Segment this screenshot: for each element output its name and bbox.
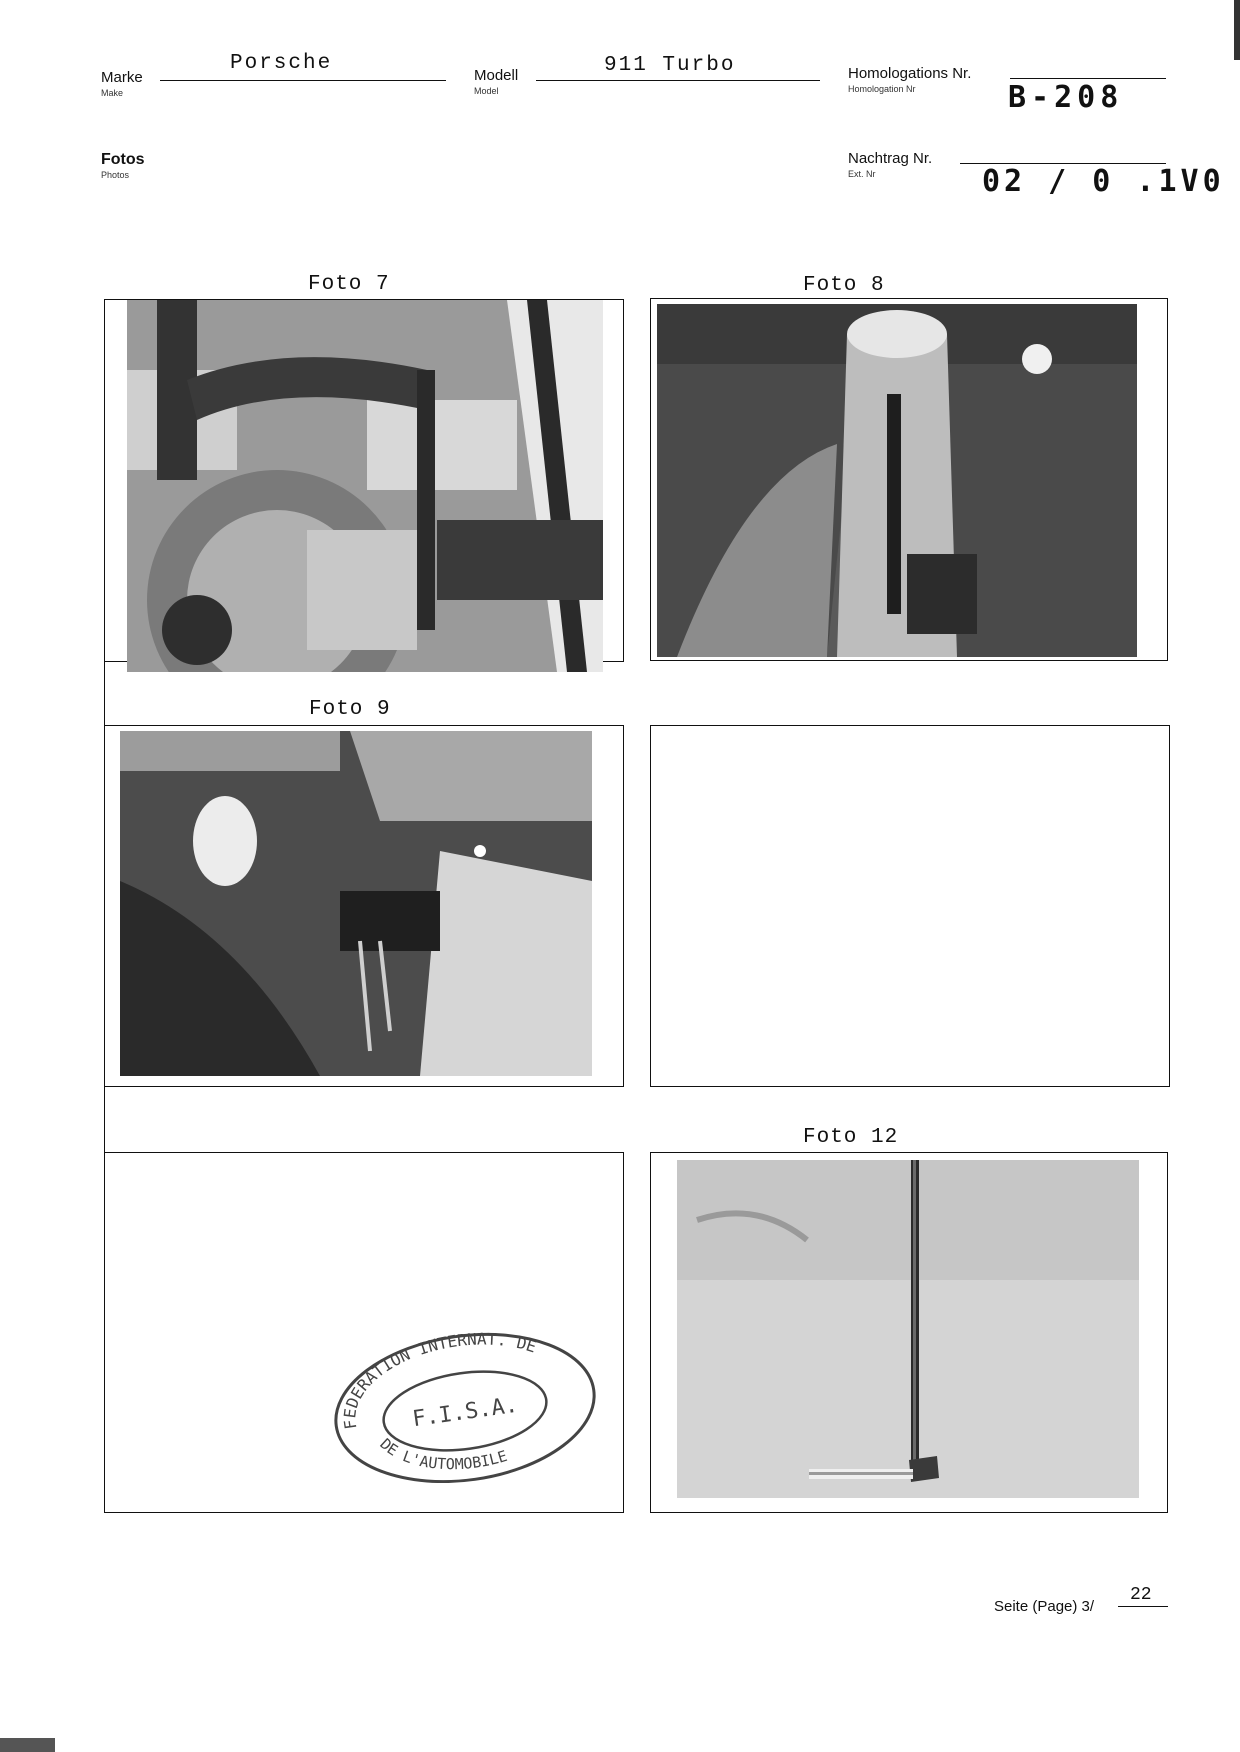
photo-pedal-box-image [120,731,592,1076]
marke-sub-label: Make [101,88,124,98]
modell-value: 911 Turbo [604,54,736,77]
homolog-value: B-208 [1008,80,1124,115]
section-title: Fotos [101,151,145,168]
fisa-stamp [330,1323,600,1483]
nachtrag-label: Nachtrag Nr. [848,150,933,167]
photo-frame-7 [104,299,624,662]
photo-caption-7: Foto 7 [308,273,390,296]
page-total-underline [1118,1606,1168,1607]
modell-sub-label: Model [474,86,499,96]
homolog-label: Homologations Nr. [848,65,972,82]
photo-caption-8: Foto 8 [803,274,885,297]
section-sub-title: Photos [101,170,130,180]
scan-edge-mark [0,1738,55,1752]
scan-right-edge-mark [1234,0,1240,60]
nachtrag-sub-label: Ext. Nr [848,169,876,179]
page-indicator-label: Seite (Page) 3/ [994,1598,1095,1615]
marke-label: Marke [101,69,143,86]
photo-caption-9: Foto 9 [309,698,391,721]
stamp-bottom-text: DE L'AUTOMOBILE [376,1434,510,1474]
photo-frame-9 [104,725,624,1087]
modell-label: Modell [474,67,519,84]
marke-value: Porsche [230,52,333,75]
page-total: 22 [1130,1585,1152,1605]
photo-wheel-brake-image [127,300,603,672]
photo-frame-empty-11 [104,1152,624,1513]
photo-frame-12 [650,1152,1168,1513]
marke-underline [160,80,446,81]
stamp-center-text: F.I.S.A. [411,1392,520,1433]
modell-underline [536,80,820,81]
photo-gearshift-tunnel-image [657,304,1137,657]
homolog-underline [1010,78,1166,79]
photo-frame-8 [650,298,1168,661]
photo-rod-tool-image [677,1160,1139,1498]
homolog-sub-label: Homologation Nr [848,84,916,94]
photo-caption-12: Foto 12 [803,1126,899,1149]
stamp-top-text: FEDERATION INTERNAT. DE [340,1329,539,1431]
nachtrag-value: 02 / 0 .1V0 [982,164,1225,199]
photo-frame-empty-10 [650,725,1170,1087]
